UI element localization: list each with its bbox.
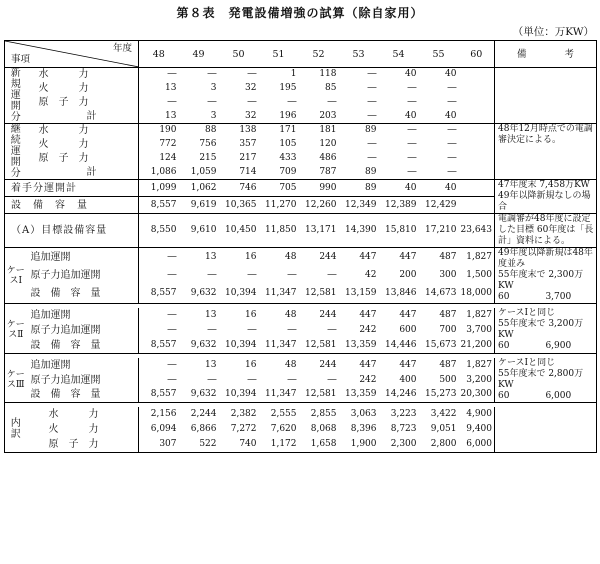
value-cell: ―: [447, 125, 457, 136]
row-label: 原子力追加運開: [27, 323, 139, 338]
remarks-case: [495, 248, 597, 304]
table-row: [5, 180, 597, 197]
value-cell: 48: [285, 251, 297, 262]
value-cell: 40: [445, 69, 457, 80]
value-cell: 11,347: [259, 388, 299, 403]
year-52: 52: [299, 41, 339, 68]
value-cell: 740: [219, 437, 259, 452]
value-cell: 89: [339, 180, 379, 197]
value-cell: 10,394: [219, 338, 259, 353]
value-cell: 9,632: [179, 388, 219, 403]
value-cell: 10,450: [219, 214, 259, 248]
case-label: ケースⅡ: [5, 308, 27, 353]
value-cell: 105: [279, 139, 297, 150]
value-cell: 244: [319, 310, 337, 320]
unit-label: （単位：万KW）: [512, 26, 594, 38]
value-cell: ―: [367, 69, 377, 80]
remarks-cell: [495, 407, 597, 452]
value-cell: 8,557: [139, 197, 179, 214]
table-row: [5, 358, 597, 373]
value-cell: 40: [419, 180, 459, 197]
value-cell: 13,359: [339, 388, 379, 403]
value-cell: 20,300: [459, 388, 495, 403]
value-cell: 400: [399, 374, 417, 385]
value-cell: 181: [319, 125, 337, 136]
value-cell: ―: [327, 325, 337, 335]
value-cell: 357: [239, 139, 257, 150]
value-cell: 6,866: [190, 424, 217, 434]
value-cell: 3,422: [430, 409, 457, 419]
row-label: 設 備 容 量: [5, 197, 139, 214]
value-cell: ―: [247, 269, 257, 280]
value-cell: 705: [259, 180, 299, 197]
value-cell: 11,850: [259, 214, 299, 248]
value-cell: 124: [159, 152, 177, 163]
value-cell: 500: [439, 374, 457, 385]
value-cell: 3,223: [390, 409, 417, 419]
value-cell: 244: [319, 251, 337, 262]
value-cell: 486: [319, 152, 337, 163]
remarks-total_started: [495, 180, 597, 214]
case-label: ケースⅠ: [5, 248, 27, 304]
remarks-cell: [495, 68, 597, 124]
value-cell: 787: [299, 165, 339, 179]
remarks-case: [495, 358, 597, 403]
value-cell: ―: [207, 325, 217, 335]
value-cell: 12,389: [379, 197, 419, 214]
value-cell: 12,349: [339, 197, 379, 214]
row-label: 火 力: [27, 422, 139, 437]
value-cell: 714: [219, 165, 259, 179]
value-cell: 203: [299, 109, 339, 123]
table-row: [5, 124, 597, 138]
value-cell: [459, 95, 495, 109]
value-cell: 196: [259, 109, 299, 123]
year-49: 49: [179, 41, 219, 68]
value-cell: 6,094: [150, 424, 177, 434]
row-label: 計: [27, 165, 139, 179]
capacity-table: [4, 40, 597, 453]
row-label: 原 子 力: [27, 151, 139, 165]
value-cell: 746: [219, 180, 259, 197]
value-cell: 9,051: [430, 424, 457, 434]
value-cell: 14,673: [419, 285, 459, 304]
row-label: 設 備 容 量: [27, 285, 139, 304]
value-cell: 89: [365, 125, 377, 136]
value-cell: 13,159: [339, 285, 379, 304]
value-cell: 13: [205, 310, 217, 320]
value-cell: ―: [407, 125, 417, 136]
note-line: 電調審が48年度に設定した目標 60年度は「長計」資料による。: [498, 214, 594, 246]
value-cell: ―: [167, 325, 177, 335]
row-label: 水 力: [27, 124, 139, 138]
value-cell: 40: [419, 109, 459, 123]
value-cell: ―: [167, 310, 177, 320]
value-cell: ―: [407, 152, 417, 163]
value-cell: ―: [327, 269, 337, 280]
value-cell: 1,500: [459, 266, 495, 285]
value-cell: 2,382: [230, 409, 257, 419]
value-cell: 1: [290, 69, 297, 80]
year-53: 53: [339, 41, 379, 68]
value-cell: ―: [367, 152, 377, 163]
value-cell: 138: [239, 125, 257, 136]
value-cell: 12,260: [299, 197, 339, 214]
value-cell: 8,396: [350, 424, 377, 434]
row-label: 計: [27, 109, 139, 123]
value-cell: ―: [407, 139, 417, 150]
value-cell: ―: [407, 96, 417, 107]
row-label: （A）目標設備容量: [5, 214, 139, 248]
value-cell: 16: [245, 310, 257, 320]
value-cell: 15,810: [379, 214, 419, 248]
value-cell: 772: [159, 139, 177, 150]
value-cell: 40: [379, 109, 419, 123]
value-cell: 40: [379, 180, 419, 197]
value-cell: 15,273: [419, 388, 459, 403]
value-cell: 217: [239, 152, 257, 163]
value-cell: 307: [139, 437, 179, 452]
value-cell: 16: [245, 359, 257, 370]
note-line: 55年度末で 2,800万KW: [498, 368, 584, 390]
row-label: 火 力: [27, 82, 139, 96]
value-cell: 522: [179, 437, 219, 452]
note-line: 60 3,700: [498, 292, 572, 302]
value-cell: 40: [405, 69, 417, 80]
value-cell: [459, 180, 495, 197]
value-cell: 1,827: [459, 248, 495, 267]
value-cell: ―: [327, 374, 337, 385]
value-cell: 487: [439, 251, 457, 262]
value-cell: 447: [399, 310, 417, 320]
value-cell: 88: [205, 125, 217, 136]
value-cell: [459, 82, 495, 96]
value-cell: ―: [447, 139, 457, 150]
section-label: 新規運開分: [5, 68, 27, 124]
value-cell: 3,700: [459, 323, 495, 338]
table-row: [5, 68, 597, 82]
value-cell: 171: [279, 125, 297, 136]
value-cell: 8,550: [139, 214, 179, 248]
value-cell: 700: [439, 325, 457, 335]
note-line: 49年以降新規なしの場合: [498, 191, 591, 212]
section-label: 継続運開分: [5, 124, 27, 180]
value-cell: 7,272: [230, 424, 257, 434]
year-50: 50: [219, 41, 259, 68]
remarks-header: 備 考: [495, 41, 597, 68]
value-cell: 447: [399, 359, 417, 370]
value-cell: 195: [279, 83, 297, 94]
value-cell: 600: [399, 325, 417, 335]
note-line: 60 6,900: [498, 341, 572, 351]
value-cell: 1,059: [179, 165, 219, 179]
value-cell: 9,619: [179, 197, 219, 214]
table-title: 第８表 発電設備増強の試算（除自家用）: [176, 6, 424, 20]
value-cell: ―: [167, 251, 177, 262]
note-line: 47年度末 7,458万KW: [498, 180, 590, 190]
value-cell: 447: [399, 251, 417, 262]
row-label: 原子力追加運開: [27, 266, 139, 285]
value-cell: 447: [359, 310, 377, 320]
value-cell: 4,900: [459, 407, 495, 422]
value-cell: ―: [247, 374, 257, 385]
value-cell: 244: [319, 359, 337, 370]
breakdown-label: 内訳: [5, 407, 27, 452]
value-cell: 8,557: [139, 388, 179, 403]
value-cell: 85: [325, 83, 337, 94]
value-cell: 1,658: [299, 437, 339, 452]
value-cell: ―: [367, 83, 377, 94]
value-cell: 6,000: [459, 437, 495, 452]
value-cell: 12,429: [419, 197, 459, 214]
note-line: ケースⅠと同じ: [498, 308, 556, 318]
value-cell: 13: [205, 251, 217, 262]
value-cell: 447: [359, 359, 377, 370]
value-cell: 12,581: [299, 285, 339, 304]
value-cell: ―: [379, 165, 419, 179]
value-cell: ―: [367, 96, 377, 107]
value-cell: ―: [247, 69, 257, 80]
value-cell: 89: [339, 165, 379, 179]
value-cell: 3,200: [459, 373, 495, 388]
value-cell: ―: [407, 83, 417, 94]
table-row: [5, 248, 597, 267]
value-cell: [459, 165, 495, 179]
value-cell: 13: [165, 83, 177, 94]
value-cell: 14,246: [379, 388, 419, 403]
value-cell: ―: [247, 96, 257, 107]
row-label: 追加運開: [27, 308, 139, 323]
value-cell: ―: [367, 139, 377, 150]
value-cell: 32: [219, 109, 259, 123]
year-54: 54: [379, 41, 419, 68]
value-cell: ―: [167, 69, 177, 80]
value-cell: ―: [207, 269, 217, 280]
value-cell: ―: [207, 374, 217, 385]
value-cell: [459, 124, 495, 138]
value-cell: 3,063: [350, 409, 377, 419]
value-cell: 7,620: [270, 424, 297, 434]
value-cell: ―: [447, 83, 457, 94]
value-cell: 9,632: [179, 285, 219, 304]
corner-item-label: 事項: [11, 54, 31, 65]
remarks-continuing: [495, 124, 597, 180]
value-cell: 120: [319, 139, 337, 150]
row-label: 追加運開: [27, 248, 139, 267]
value-cell: [459, 68, 495, 82]
remarks-target: [495, 214, 597, 248]
value-cell: 242: [359, 325, 377, 335]
value-cell: 12,581: [299, 338, 339, 353]
note-line: 48年12月時点での電調審決定による。: [498, 124, 593, 145]
value-cell: ―: [327, 96, 337, 107]
header-row: [5, 41, 597, 68]
value-cell: 487: [439, 359, 457, 370]
note-line: 60 6,000: [498, 390, 572, 401]
case-label: ケースⅢ: [5, 358, 27, 403]
value-cell: 21,200: [459, 338, 495, 353]
value-cell: 12,581: [299, 388, 339, 403]
value-cell: 11,347: [259, 338, 299, 353]
value-cell: 48: [285, 359, 297, 370]
value-cell: 1,086: [139, 165, 179, 179]
value-cell: 11,270: [259, 197, 299, 214]
year-55: 55: [419, 41, 459, 68]
value-cell: 16: [245, 251, 257, 262]
year-51: 51: [259, 41, 299, 68]
table-body: [5, 41, 597, 453]
value-cell: 9,632: [179, 338, 219, 353]
value-cell: 42: [365, 269, 377, 280]
value-cell: 2,244: [190, 409, 217, 419]
value-cell: 1,827: [459, 358, 495, 373]
value-cell: ―: [247, 325, 257, 335]
value-cell: 2,555: [270, 409, 297, 419]
value-cell: 13,171: [299, 214, 339, 248]
value-cell: 10,394: [219, 285, 259, 304]
table-row: [5, 214, 597, 248]
value-cell: 2,156: [150, 409, 177, 419]
corner-cell: [5, 41, 139, 68]
value-cell: 8,068: [310, 424, 337, 434]
value-cell: 118: [319, 69, 337, 80]
value-cell: 9,610: [179, 214, 219, 248]
row-label: 水 力: [27, 407, 139, 422]
year-60: 60: [459, 41, 495, 68]
row-label: 原 子 力: [27, 95, 139, 109]
value-cell: 2,800: [419, 437, 459, 452]
value-cell: 1,827: [459, 308, 495, 323]
remarks-case: [495, 308, 597, 353]
value-cell: 2,855: [310, 409, 337, 419]
value-cell: 18,000: [459, 285, 495, 304]
table-row: [5, 308, 597, 323]
value-cell: 1,900: [339, 437, 379, 452]
value-cell: ―: [167, 359, 177, 370]
row-label: 設 備 容 量: [27, 388, 139, 403]
value-cell: 1,172: [259, 437, 299, 452]
value-cell: 48: [285, 310, 297, 320]
note-line: ケースⅠと同じ: [498, 357, 556, 368]
value-cell: 13,846: [379, 285, 419, 304]
year-48: 48: [139, 41, 179, 68]
note-line: 49年度以降新規は48年度並み: [498, 248, 593, 269]
value-cell: ―: [287, 96, 297, 107]
value-cell: 200: [399, 269, 417, 280]
note-line: 55年度末で 3,200万KW: [498, 319, 584, 340]
value-cell: 10,365: [219, 197, 259, 214]
value-cell: ―: [207, 69, 217, 80]
value-cell: ―: [339, 109, 379, 123]
value-cell: 9,400: [459, 422, 495, 437]
value-cell: 756: [199, 139, 217, 150]
table-row: [5, 407, 597, 422]
value-cell: 13: [139, 109, 179, 123]
row-label: 火 力: [27, 138, 139, 152]
value-cell: 11,347: [259, 285, 299, 304]
value-cell: 2,300: [379, 437, 419, 452]
note-line: 55年度末で 2,300万KW: [498, 270, 584, 291]
corner-year-label: 年度: [112, 43, 132, 54]
value-cell: 1,062: [179, 180, 219, 197]
value-cell: 8,557: [139, 338, 179, 353]
value-cell: 10,394: [219, 388, 259, 403]
value-cell: 487: [439, 310, 457, 320]
value-cell: [459, 197, 495, 214]
value-cell: 3: [179, 109, 219, 123]
value-cell: 447: [359, 251, 377, 262]
value-cell: ―: [167, 96, 177, 107]
value-cell: 242: [359, 374, 377, 385]
value-cell: ―: [287, 269, 297, 280]
value-cell: ―: [207, 96, 217, 107]
row-label: 着手分運開計: [5, 180, 139, 197]
value-cell: [459, 109, 495, 123]
row-label: 原 子 力: [27, 437, 139, 452]
value-cell: 190: [159, 125, 177, 136]
value-cell: 3: [210, 83, 217, 94]
value-cell: 15,673: [419, 338, 459, 353]
row-label: 原子力追加運開: [27, 373, 139, 388]
value-cell: 709: [259, 165, 299, 179]
value-cell: 14,446: [379, 338, 419, 353]
value-cell: ―: [167, 374, 177, 385]
value-cell: 300: [439, 269, 457, 280]
value-cell: 215: [199, 152, 217, 163]
row-label: 水 力: [27, 68, 139, 82]
value-cell: 32: [245, 83, 257, 94]
row-label: 設 備 容 量: [27, 338, 139, 353]
value-cell: [459, 151, 495, 165]
value-cell: 990: [299, 180, 339, 197]
value-cell: ―: [419, 165, 459, 179]
value-cell: [459, 138, 495, 152]
value-cell: 13: [205, 359, 217, 370]
value-cell: 1,099: [139, 180, 179, 197]
value-cell: 8,557: [139, 285, 179, 304]
row-label: 追加運開: [27, 358, 139, 373]
value-cell: 23,643: [459, 214, 495, 248]
value-cell: 433: [279, 152, 297, 163]
value-cell: 13,359: [339, 338, 379, 353]
value-cell: 17,210: [419, 214, 459, 248]
value-cell: 8,723: [390, 424, 417, 434]
value-cell: ―: [167, 269, 177, 280]
value-cell: 14,390: [339, 214, 379, 248]
value-cell: ―: [447, 96, 457, 107]
value-cell: ―: [287, 325, 297, 335]
value-cell: ―: [447, 152, 457, 163]
value-cell: ―: [287, 374, 297, 385]
